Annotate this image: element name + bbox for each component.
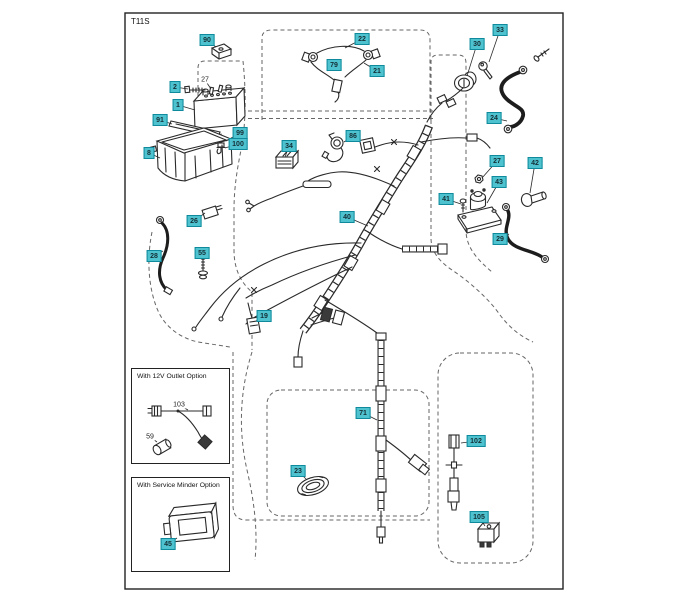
callout-8: 8	[144, 147, 155, 159]
option-box-service-minder-title: With Service Minder Option	[137, 482, 220, 489]
callout-26: 26	[187, 215, 202, 227]
leader-line-21	[364, 63, 377, 71]
leader-line-27	[205, 80, 211, 89]
callout-99: 99	[233, 127, 248, 139]
callout-105: 105	[470, 511, 489, 523]
leader-line-2	[175, 87, 188, 89]
leader-line-29	[500, 234, 509, 239]
leader-line-41	[446, 199, 461, 204]
callout-33: 33	[493, 24, 508, 36]
leader-line-27	[482, 161, 497, 178]
callout-91: 91	[153, 114, 168, 126]
callout-29: 29	[493, 233, 508, 245]
callout-102: 102	[467, 435, 486, 447]
callout-22: 22	[355, 33, 370, 45]
page-title: T11S	[131, 17, 150, 26]
leader-line-71	[363, 413, 377, 420]
leader-line-19	[256, 316, 264, 321]
callout-42: 42	[528, 157, 543, 169]
leader-line-86	[344, 136, 353, 142]
callout-45: 45	[161, 538, 176, 550]
callout-41: 41	[439, 193, 454, 205]
callout-86: 86	[346, 130, 361, 142]
leader-line-105	[479, 517, 485, 526]
leader-line-1	[178, 105, 195, 110]
callout-28: 28	[147, 250, 162, 262]
leader-line-42	[530, 163, 535, 193]
leader-line-55	[202, 253, 203, 259]
ref-label-103: 103	[173, 401, 185, 409]
callout-43: 43	[492, 176, 507, 188]
callout-90: 90	[200, 34, 215, 46]
option-box-12v-outlet-title: With 12V Outlet Option	[137, 373, 207, 380]
callout-34: 34	[282, 140, 297, 152]
leader-line-33	[489, 30, 500, 62]
leader-line-40	[347, 217, 368, 226]
leader-line-100	[225, 144, 238, 148]
callout-1: 1	[173, 99, 184, 111]
leader-line-23	[298, 471, 306, 479]
leader-line-26	[194, 213, 205, 221]
option-box-service-minder	[131, 477, 230, 572]
leader-line-79	[327, 65, 334, 71]
option-box-12v-outlet	[131, 368, 230, 464]
callout-30: 30	[470, 38, 485, 50]
callout-79: 79	[327, 59, 342, 71]
callout-24: 24	[487, 112, 502, 124]
ref-label-27: 27	[201, 76, 209, 84]
leader-line-24	[494, 118, 507, 121]
leader-line-34	[285, 146, 289, 157]
leader-line-99	[226, 133, 240, 141]
callout-55: 55	[195, 247, 210, 259]
leader-line-102	[461, 441, 476, 443]
callout-19: 19	[257, 310, 272, 322]
leader-line-22	[345, 39, 362, 48]
leader-line-8	[149, 153, 160, 158]
ref-label-59: 59	[146, 433, 154, 441]
callout-21: 21	[370, 65, 385, 77]
leader-line-28	[154, 251, 163, 256]
leader-line-90	[207, 40, 216, 47]
leader-line-91	[160, 120, 172, 124]
callout-27: 27	[490, 155, 505, 167]
callout-100: 100	[229, 138, 248, 150]
callout-71: 71	[356, 407, 371, 419]
callout-40: 40	[340, 211, 355, 223]
leader-line-30	[467, 44, 477, 76]
leader-line-43	[487, 182, 499, 203]
callout-23: 23	[291, 465, 306, 477]
callout-2: 2	[170, 81, 181, 93]
